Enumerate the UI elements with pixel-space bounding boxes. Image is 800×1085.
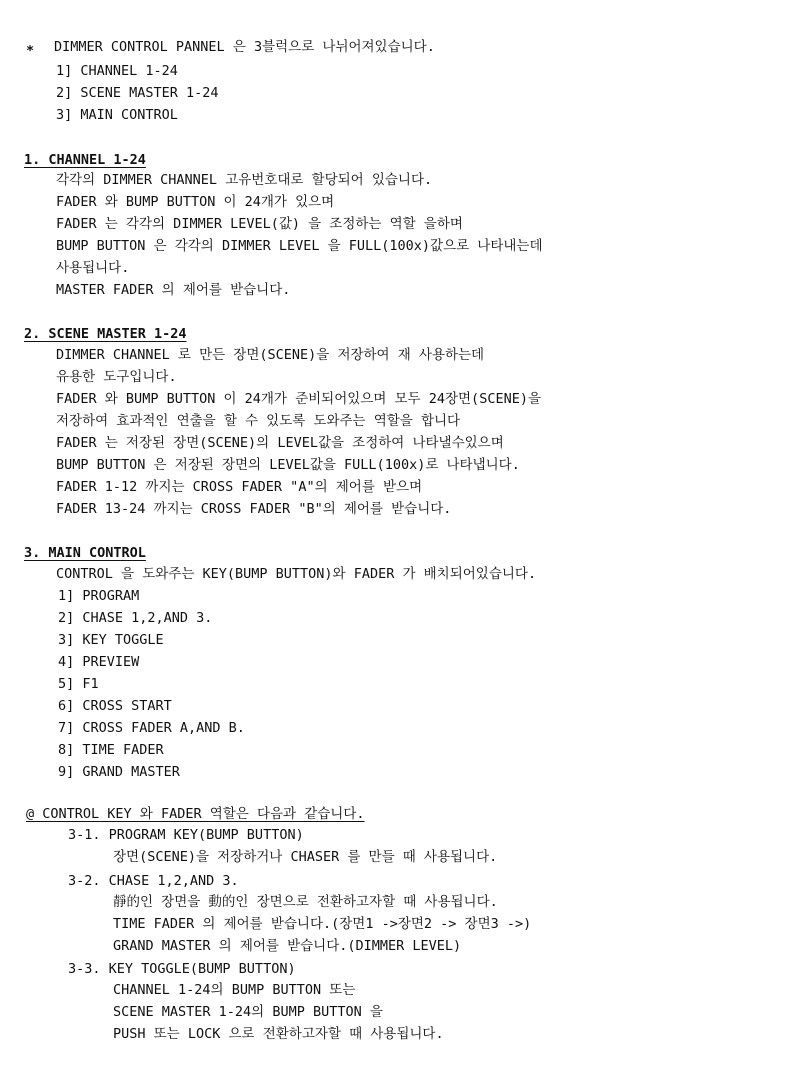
section-heading-control-roles: @ CONTROL KEY 와 FADER 역할은 다음과 같습니다.	[26, 806, 365, 822]
sub2-line: TIME FADER 의 제어를 받습니다.(장면1 ->장면2 -> 장면3 ->)	[113, 916, 532, 932]
sub2-title: 3-2. CHASE 1,2,AND 3.	[68, 873, 239, 889]
section-heading-main-control: 3. MAIN CONTROL	[24, 545, 146, 561]
section2-line: FADER 와 BUMP BUTTON 이 24개가 준비되어있으며 모두 24장면(SCENE)을	[56, 391, 541, 407]
section2-line: FADER 13-24 까지는 CROSS FADER "B"의 제어를 받습니다.	[56, 501, 452, 517]
section1-line: FADER 는 각각의 DIMMER LEVEL(값) 을 조정하는 역할 을하며	[56, 216, 463, 232]
sub2-line: GRAND MASTER 의 제어를 받습니다.(DIMMER LEVEL)	[113, 938, 462, 954]
section3-item: 1] PROGRAM	[58, 588, 140, 604]
intro-item: 2] SCENE MASTER 1-24	[56, 85, 219, 101]
sub2-line: 靜的인 장면을 動的인 장면으로 전환하고자할 때 사용됩니다.	[113, 894, 498, 910]
section1-line: 각각의 DIMMER CHANNEL 고유번호대로 할당되어 있습니다.	[56, 172, 433, 188]
section1-line: 사용됩니다.	[56, 260, 130, 276]
intro-title: DIMMER CONTROL PANNEL 은 3블럭으로 나뉘어져있습니다.	[54, 39, 435, 55]
sub3-line: PUSH 또는 LOCK 으로 전환하고자할 때 사용됩니다.	[113, 1026, 444, 1042]
section1-line: MASTER FADER 의 제어를 받습니다.	[56, 282, 291, 298]
section-heading-scene-master: 2. SCENE MASTER 1-24	[24, 326, 187, 342]
section2-line: DIMMER CHANNEL 로 만든 장면(SCENE)을 저장하여 재 사용하는데	[56, 347, 485, 363]
section1-line: FADER 와 BUMP BUTTON 이 24개가 있으며	[56, 194, 335, 210]
sub1-title: 3-1. PROGRAM KEY(BUMP BUTTON)	[68, 827, 304, 843]
sub1-line: 장면(SCENE)을 저장하거나 CHASER 를 만들 때 사용됩니다.	[113, 849, 498, 865]
section2-line: FADER 는 저장된 장면(SCENE)의 LEVEL값을 조정하여 나타낼수있으며	[56, 435, 504, 451]
section2-line: FADER 1-12 까지는 CROSS FADER "A"의 제어를 받으며	[56, 479, 423, 495]
section3-item: 2] CHASE 1,2,AND 3.	[58, 610, 213, 626]
section3-item: 6] CROSS START	[58, 698, 172, 714]
section3-item: 4] PREVIEW	[58, 654, 140, 670]
bullet-mark: *	[26, 43, 35, 59]
section3-intro: CONTROL 을 도와주는 KEY(BUMP BUTTON)와 FADER 가 배치되어있습니다.	[56, 566, 537, 582]
intro-item: 3] MAIN CONTROL	[56, 107, 178, 123]
section2-line: 저장하여 효과적인 연출을 할 수 있도록 도와주는 역할을 합니다	[56, 413, 461, 429]
sub3-line: SCENE MASTER 1-24의 BUMP BUTTON 을	[113, 1004, 383, 1020]
section2-line: 유용한 도구입니다.	[56, 369, 177, 385]
sub3-line: CHANNEL 1-24의 BUMP BUTTON 또는	[113, 982, 356, 998]
section3-item: 5] F1	[58, 676, 99, 692]
section3-item: 7] CROSS FADER A,AND B.	[58, 720, 245, 736]
section3-item: 3] KEY TOGGLE	[58, 632, 164, 648]
section1-line: BUMP BUTTON 은 각각의 DIMMER LEVEL 을 FULL(100x)값으로 나타내는데	[56, 238, 543, 254]
intro-item: 1] CHANNEL 1-24	[56, 63, 178, 79]
sub3-title: 3-3. KEY TOGGLE(BUMP BUTTON)	[68, 961, 296, 977]
section3-item: 9] GRAND MASTER	[58, 764, 180, 780]
section2-line: BUMP BUTTON 은 저장된 장면의 LEVEL값을 FULL(100x)로 나타냅니다.	[56, 457, 520, 473]
section3-item: 8] TIME FADER	[58, 742, 164, 758]
section-heading-channel: 1. CHANNEL 1-24	[24, 152, 146, 168]
